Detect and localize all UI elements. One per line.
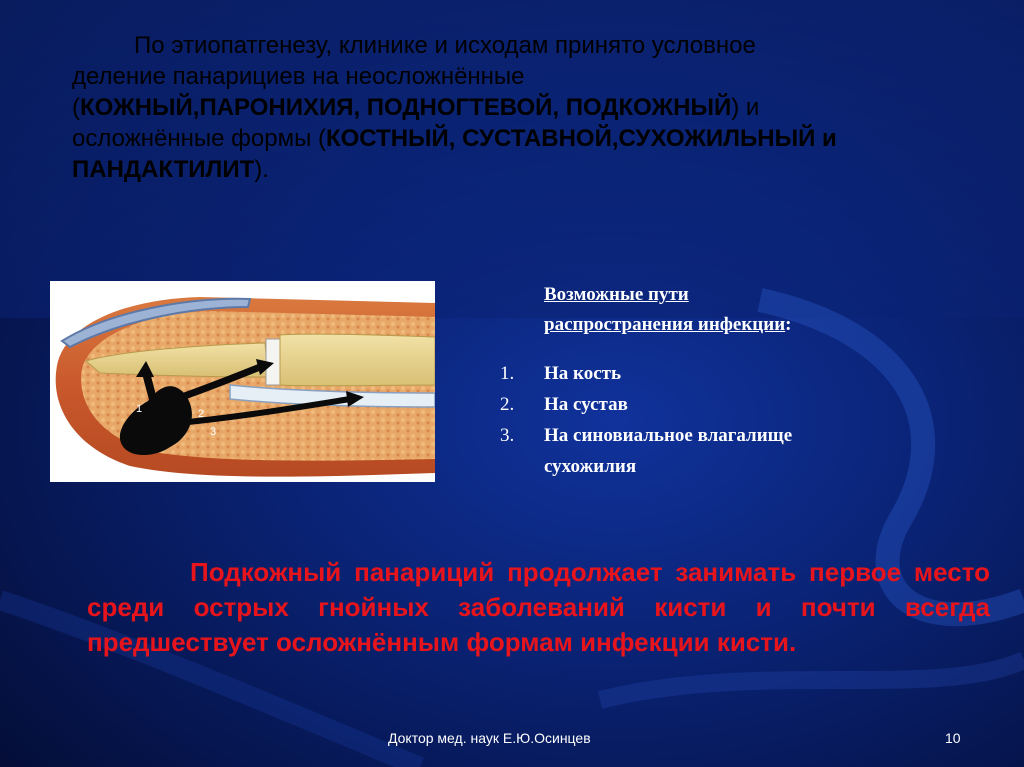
list-item-text: На кость [544,363,622,384]
finger-section-diagram [50,281,435,482]
list-item-number: 1. [500,363,515,384]
list-item [500,389,900,420]
list-item-text: На синовиальное влагалище [544,425,793,446]
complicated-forms-a: КОСТНЫЙ, СУСТАВНОЙ,СУХОЖИЛЬНЫЙ и [325,125,837,152]
routes-title-line-1: Возможные пути [544,284,689,305]
intro-paragraph [72,30,972,185]
list-item-number: 2. [500,394,515,415]
list-item [500,358,900,389]
routes-title [544,280,900,340]
intro-close-and: ) и [731,94,760,121]
page-number: 10 [945,730,961,746]
figure-label-1: 1 [136,403,143,415]
routes-title-colon: : [785,314,792,335]
infection-routes [500,280,900,482]
routes-list [500,358,900,482]
intro-line-2: деление панарициев на неосложнённые [72,63,525,90]
complicated-forms-b: ПАНДАКТИЛИТ [72,156,255,183]
intro-line-1: По этиопатгенезу, клинике и исходам принято условное [134,32,756,59]
list-item-number: 3. [500,425,515,446]
conclusion-text: Подкожный панариций продолжает занимать первое место среди острых гнойных заболеваний кисти и почти всегда предшествует осложнённым формам инфекции кисти. [87,557,990,657]
finger-illustration [50,281,435,482]
footer-author: Доктор мед. наук Е.Ю.Осинцев [388,730,591,746]
intro-open-paren: ( [72,94,80,121]
intro-line-4-start: осложнённые формы ( [72,125,326,152]
routes-title-line-2: распространения инфекции [544,314,786,335]
list-item-text-continued: сухожилия [544,456,637,477]
conclusion-paragraph [87,555,990,660]
uncomplicated-forms: КОЖНЫЙ,ПАРОНИХИЯ, ПОДНОГТЕВОЙ, ПОДКОЖНЫЙ [80,94,732,121]
figure-label-3: 3 [210,426,217,438]
list-item [500,420,900,482]
list-item-text: На сустав [544,394,628,415]
figure-label-2: 2 [198,408,205,420]
intro-end: ). [254,156,269,183]
middle-phalanx [280,334,435,386]
